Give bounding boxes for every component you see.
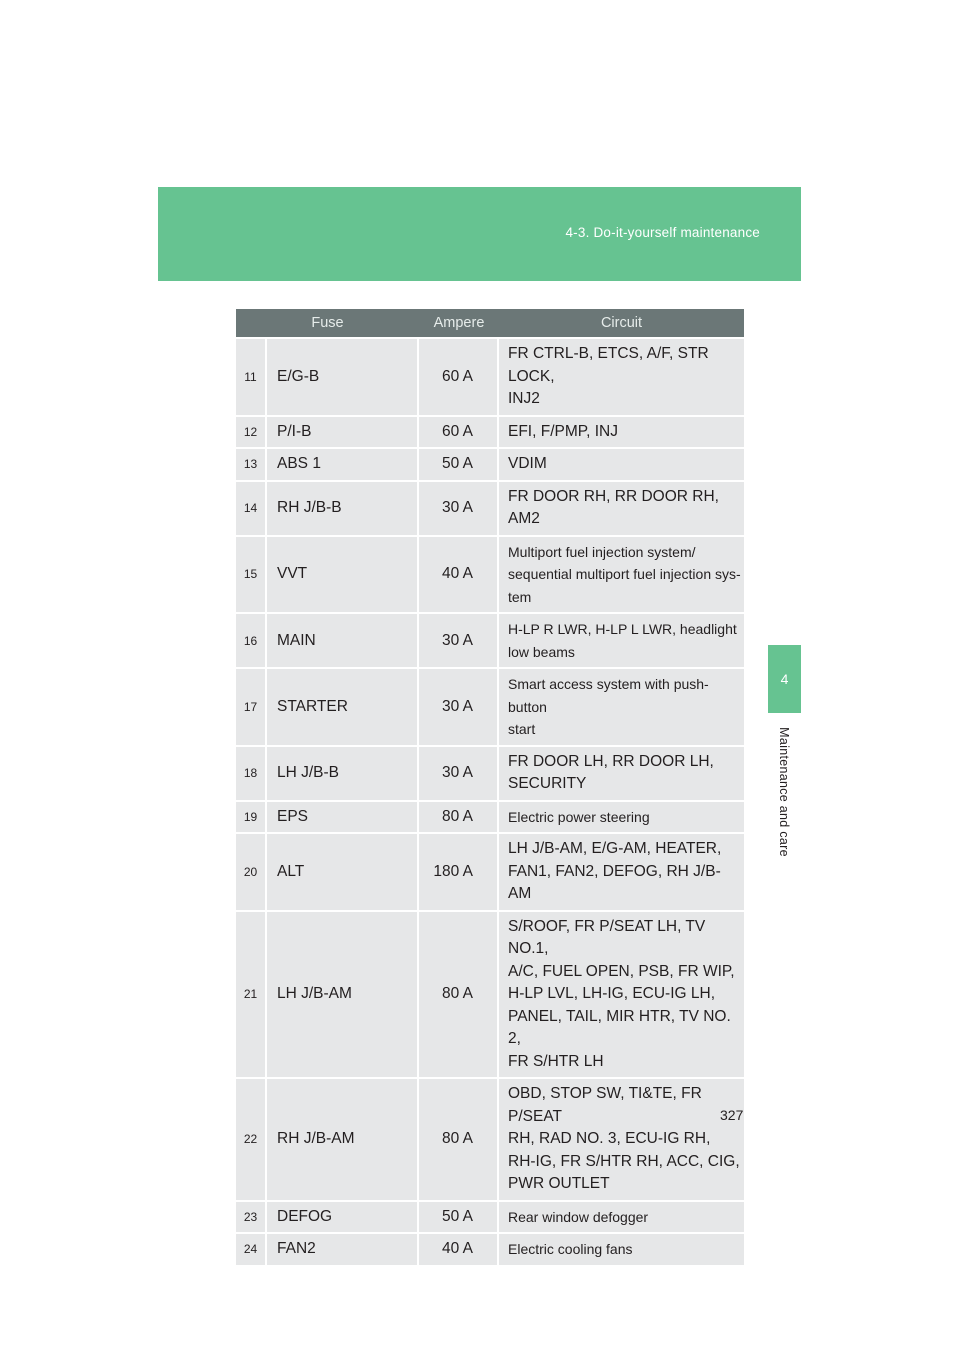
fuse-number: 20 xyxy=(236,834,267,910)
table-row xyxy=(236,1202,744,1233)
fuse-circuit xyxy=(499,834,744,910)
circuit-line: H-LP R LWR, H-LP L LWR, headlight xyxy=(508,621,737,637)
table-header-row xyxy=(236,309,744,337)
fuse-ampere: 50 A xyxy=(419,449,499,480)
fuse-number: 13 xyxy=(236,449,267,480)
fuse-circuit xyxy=(499,912,744,1078)
fuse-name: STARTER xyxy=(267,669,419,745)
circuit-line: Electric cooling fans xyxy=(508,1241,633,1257)
circuit-line: SECURITY xyxy=(508,775,587,792)
fuse-circuit xyxy=(499,417,744,448)
table-row xyxy=(236,747,744,800)
circuit-line: INJ2 xyxy=(508,390,540,407)
circuit-line: S/ROOF, FR P/SEAT LH, TV NO.1, xyxy=(508,917,706,957)
circuit-line: FAN1, FAN2, DEFOG, RH J/B-AM xyxy=(508,862,721,902)
circuit-line: RH, RAD NO. 3, ECU-IG RH, xyxy=(508,1130,711,1147)
circuit-line: sequential multiport fuel injection sys- xyxy=(508,566,741,582)
fuse-number: 24 xyxy=(236,1234,267,1265)
fuse-ampere: 180 A xyxy=(419,834,499,910)
fuse-circuit xyxy=(499,747,744,800)
fuse-name: LH J/B-B xyxy=(267,747,419,800)
circuit-line: FR S/HTR LH xyxy=(508,1052,604,1070)
fuse-ampere: 60 A xyxy=(419,339,499,415)
circuit-line: H-LP LVL, LH-IG, ECU-IG LH, xyxy=(508,985,716,1002)
circuit-line: Multiport fuel injection system/ xyxy=(508,543,696,560)
column-header-fuse: Fuse xyxy=(236,309,419,337)
circuit-line: FR DOOR RH, RR DOOR RH, AM2 xyxy=(508,487,719,527)
fuse-circuit xyxy=(499,537,744,613)
fuse-circuit xyxy=(499,1079,744,1200)
fuse-ampere: 80 A xyxy=(419,1079,499,1200)
fuse-circuit xyxy=(499,339,744,415)
fuse-name: DEFOG xyxy=(267,1202,419,1233)
fuse-name: ABS 1 xyxy=(267,449,419,480)
fuse-name: E/G-B xyxy=(267,339,419,415)
table-row xyxy=(236,1079,744,1200)
fuse-ampere: 30 A xyxy=(419,747,499,800)
fuse-ampere: 40 A xyxy=(419,537,499,613)
fuse-ampere: 30 A xyxy=(419,482,499,535)
fuse-circuit xyxy=(499,1202,744,1233)
circuit-line: RH-IG, FR S/HTR RH, ACC, CIG, xyxy=(508,1152,740,1170)
circuit-line: A/C, FUEL OPEN, PSB, FR WIP, xyxy=(508,962,735,980)
fuse-ampere: 40 A xyxy=(419,1234,499,1265)
fuse-ampere: 60 A xyxy=(419,417,499,448)
circuit-line: OBD, STOP SW, TI&TE, FR P/SEAT xyxy=(508,1085,702,1125)
fuse-name: EPS xyxy=(267,802,419,833)
fuse-name: P/I-B xyxy=(267,417,419,448)
chapter-tab: 4 xyxy=(768,645,801,713)
chapter-label: Maintenance and care xyxy=(777,727,791,857)
fuse-ampere: 80 A xyxy=(419,912,499,1078)
section-title: 4-3. Do-it-yourself maintenance xyxy=(565,225,760,240)
circuit-line: VDIM xyxy=(508,455,547,472)
fuse-name: LH J/B-AM xyxy=(267,912,419,1078)
circuit-line: tem xyxy=(508,588,532,605)
fuse-circuit xyxy=(499,669,744,745)
column-header-ampere: Ampere xyxy=(419,309,499,337)
fuse-number: 21 xyxy=(236,912,267,1078)
fuse-number: 15 xyxy=(236,537,267,613)
table-row xyxy=(236,802,744,833)
table-row xyxy=(236,834,744,910)
fuse-number: 23 xyxy=(236,1202,267,1233)
table-row xyxy=(236,537,744,613)
circuit-line: PANEL, TAIL, MIR HTR, TV NO. 2, xyxy=(508,1007,731,1047)
fuse-table xyxy=(236,307,744,1267)
fuse-name: RH J/B-AM xyxy=(267,1079,419,1200)
page-number: 327 xyxy=(720,1107,744,1123)
fuse-name: ALT xyxy=(267,834,419,910)
fuse-name: FAN2 xyxy=(267,1234,419,1265)
fuse-number: 18 xyxy=(236,747,267,800)
table-row xyxy=(236,1234,744,1265)
fuse-name: MAIN xyxy=(267,614,419,667)
circuit-line: Electric power steering xyxy=(508,808,650,825)
table-row xyxy=(236,482,744,535)
circuit-line: EFI, F/PMP, INJ xyxy=(508,422,618,440)
fuse-number: 17 xyxy=(236,669,267,745)
fuse-number: 12 xyxy=(236,417,267,448)
fuse-number: 11 xyxy=(236,339,267,415)
fuse-number: 16 xyxy=(236,614,267,667)
circuit-line: Rear window defogger xyxy=(508,1208,649,1225)
table-row xyxy=(236,614,744,667)
table-row xyxy=(236,669,744,745)
fuse-number: 19 xyxy=(236,802,267,833)
circuit-line: start xyxy=(508,721,536,737)
table-row xyxy=(236,449,744,480)
circuit-line: PWR OUTLET xyxy=(508,1175,610,1192)
header-band xyxy=(158,187,801,281)
column-header-circuit: Circuit xyxy=(499,309,744,337)
fuse-ampere: 30 A xyxy=(419,614,499,667)
circuit-line: Smart access system with push-button xyxy=(508,676,709,715)
fuse-circuit xyxy=(499,614,744,667)
fuse-number: 22 xyxy=(236,1079,267,1200)
fuse-circuit xyxy=(499,482,744,535)
fuse-name: VVT xyxy=(267,537,419,613)
fuse-number: 14 xyxy=(236,482,267,535)
table-row xyxy=(236,339,744,415)
table-row xyxy=(236,912,744,1078)
fuse-table-body xyxy=(236,339,744,1265)
fuse-ampere: 30 A xyxy=(419,669,499,745)
circuit-line: low beams xyxy=(508,643,575,660)
fuse-name: RH J/B-B xyxy=(267,482,419,535)
fuse-circuit xyxy=(499,449,744,480)
circuit-line: FR CTRL-B, ETCS, A/F, STR LOCK, xyxy=(508,345,709,385)
fuse-circuit xyxy=(499,802,744,833)
fuse-ampere: 80 A xyxy=(419,802,499,833)
circuit-line: LH J/B-AM, E/G-AM, HEATER, xyxy=(508,840,722,857)
fuse-ampere: 50 A xyxy=(419,1202,499,1233)
fuse-circuit xyxy=(499,1234,744,1265)
circuit-line: FR DOOR LH, RR DOOR LH, xyxy=(508,752,714,770)
table-row xyxy=(236,417,744,448)
